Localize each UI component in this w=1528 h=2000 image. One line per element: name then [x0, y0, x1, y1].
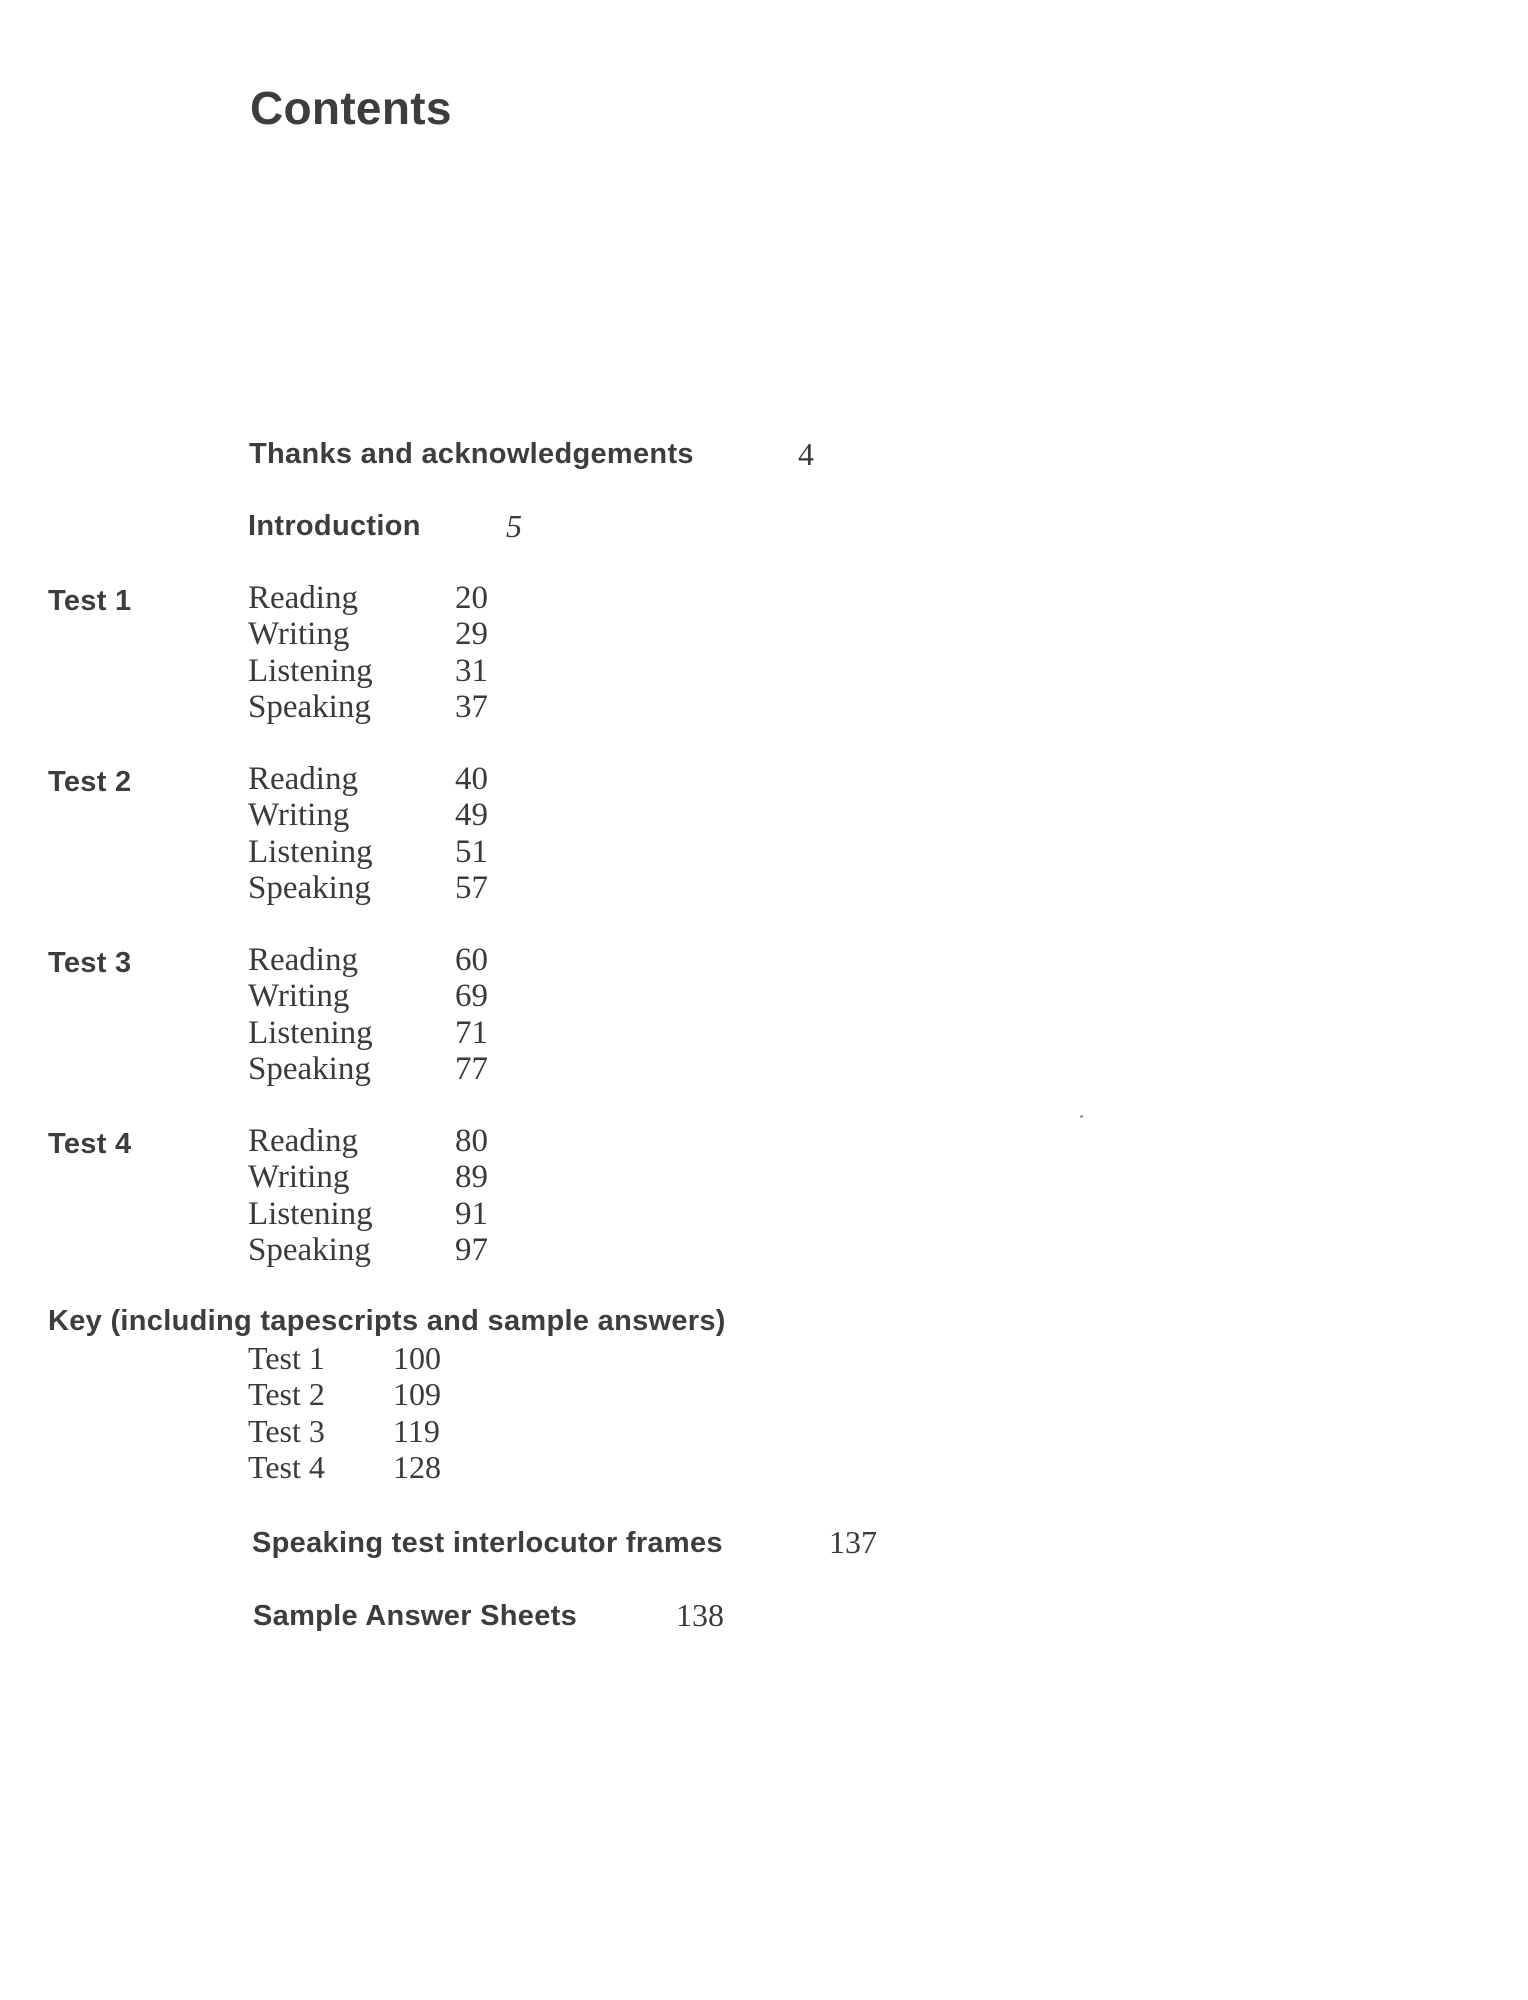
key-row	[248, 1450, 441, 1487]
section-name: Listening	[248, 1014, 373, 1051]
toc-introduction-page: 5	[506, 508, 522, 544]
toc-row	[248, 653, 488, 690]
section-page: 20	[455, 579, 488, 616]
key-item-page: 128	[393, 1449, 441, 1486]
section-name: Speaking	[248, 1051, 371, 1088]
section-name: Writing	[248, 1159, 350, 1196]
toc-row	[248, 1233, 488, 1270]
toc-answer-sheets-page: 138	[676, 1597, 724, 1633]
section-name: Speaking	[248, 870, 371, 907]
section-page: 71	[455, 1014, 488, 1051]
test-3-sections	[248, 942, 488, 1088]
section-name: Reading	[248, 760, 358, 797]
test-3-label: Test 3	[48, 947, 132, 979]
section-page: 49	[455, 797, 488, 834]
section-page: 51	[455, 833, 488, 870]
section-page: 91	[455, 1195, 488, 1232]
section-name: Writing	[248, 616, 350, 653]
key-item-name: Test 2	[248, 1376, 325, 1413]
toc-row	[248, 617, 488, 654]
section-page: 69	[455, 978, 488, 1015]
key-row	[248, 1377, 441, 1414]
toc-row	[248, 761, 488, 798]
test-4-sections	[248, 1123, 488, 1269]
toc-thanks-label: Thanks and acknowledgements	[249, 438, 694, 470]
section-page: 97	[455, 1232, 488, 1269]
section-name: Listening	[248, 652, 373, 689]
section-page: 29	[455, 616, 488, 653]
section-name: Reading	[248, 579, 358, 616]
section-page: 40	[455, 760, 488, 797]
key-item-name: Test 3	[248, 1412, 325, 1449]
key-row	[248, 1340, 441, 1377]
toc-row	[248, 871, 488, 908]
key-item-page: 109	[393, 1376, 441, 1413]
toc-speaking-frames-label: Speaking test interlocutor frames	[252, 1527, 723, 1559]
section-name: Listening	[248, 1195, 373, 1232]
section-page: 57	[455, 870, 488, 907]
toc-thanks-page: 4	[798, 436, 814, 472]
toc-row	[248, 1123, 488, 1160]
section-name: Writing	[248, 797, 350, 834]
toc-row	[248, 798, 488, 835]
toc-speaking-frames-page: 137	[829, 1524, 877, 1560]
test-1-label: Test 1	[48, 585, 132, 617]
section-name: Speaking	[248, 689, 371, 726]
section-page: 60	[455, 941, 488, 978]
section-name: Reading	[248, 941, 358, 978]
toc-row	[248, 1015, 488, 1052]
toc-row	[248, 580, 488, 617]
toc-row	[248, 834, 488, 871]
test-2-label: Test 2	[48, 766, 132, 798]
section-name: Writing	[248, 978, 350, 1015]
toc-row	[248, 942, 488, 979]
toc-answer-sheets-label: Sample Answer Sheets	[253, 1600, 578, 1632]
toc-row	[248, 1160, 488, 1197]
section-name: Speaking	[248, 1232, 371, 1269]
page-title: Contents	[250, 82, 452, 134]
scan-speck	[1080, 1115, 1083, 1118]
toc-row	[248, 1196, 488, 1233]
test-2-sections	[248, 761, 488, 907]
section-page: 37	[455, 689, 488, 726]
toc-row	[248, 690, 488, 727]
key-heading: Key (including tapescripts and sample answers)	[48, 1305, 726, 1337]
section-page: 89	[455, 1159, 488, 1196]
toc-introduction-label: Introduction	[248, 510, 421, 542]
section-page: 80	[455, 1122, 488, 1159]
toc-row	[248, 979, 488, 1016]
key-item-name: Test 4	[248, 1449, 325, 1486]
section-page: 77	[455, 1051, 488, 1088]
test-1-sections	[248, 580, 488, 726]
toc-row	[248, 1052, 488, 1089]
section-page: 31	[455, 652, 488, 689]
test-4-label: Test 4	[48, 1128, 132, 1160]
section-name: Reading	[248, 1122, 358, 1159]
key-item-name: Test 1	[248, 1339, 325, 1376]
key-row	[248, 1413, 441, 1450]
key-item-page: 100	[393, 1339, 441, 1376]
key-items	[248, 1340, 441, 1486]
section-name: Listening	[248, 833, 373, 870]
key-item-page: 119	[393, 1412, 440, 1449]
